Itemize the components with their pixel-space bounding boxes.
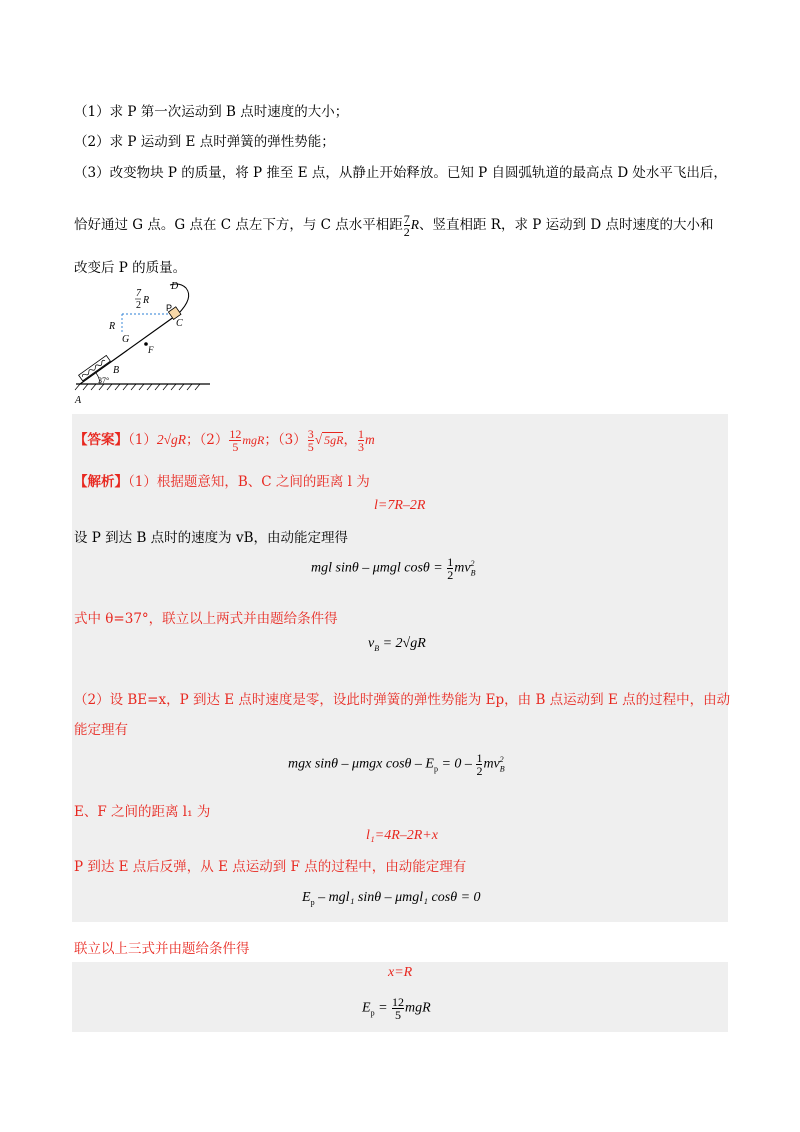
equation-4-right: mv [483,756,500,772]
physics-figure [70,278,220,408]
answer-4-num: 1 [357,427,364,441]
equation-4-num: 1 [476,751,483,765]
equation-2-right: mv [454,560,471,576]
label-a: A [75,395,82,406]
label-angle: 37° [98,376,110,385]
question-3-line-2-b: 、竖直相距 R，求 P 运动到 D 点时速度的大小和 [419,217,714,233]
answer-4-den: 3 [357,440,364,454]
analysis-step-3: 式中 θ=37°，联立以上两式并由题给条件得 [74,611,338,627]
equation-8-den: 5 [392,1008,404,1021]
equation-3-left: v [368,636,375,651]
frac-num: 7 [403,212,410,226]
incline-track [80,314,178,384]
analysis-step-4b: 能定理有 [74,722,128,738]
label-r-top: R [143,295,150,306]
analysis-tag: 【解析】 [74,474,128,490]
equation-6-left: E [302,890,311,905]
equation-2-num: 1 [447,555,454,569]
equation-8-mid: = [374,1000,388,1016]
answer-part-3-label: ；（3） [264,432,307,448]
label-f: F [148,345,154,355]
equation-7: x=R [388,965,413,980]
answer-4-tail: m [364,432,375,447]
equation-1: l=7R–2R [374,498,426,513]
equation-8: $E_p$ = $\frac{12}{5}$ mgR [362,995,431,1022]
answer-3-radicand: 5gR [324,433,344,447]
answer-part-2-label: ；（2） [186,432,229,448]
equation-8-right: mgR [405,1000,431,1016]
answer-3-num: 3 [307,427,314,441]
equation-3-right: = 2√gR [379,636,426,651]
label-c: C [176,318,183,329]
answer-line: 【答案】（1）2√gR；（2） $\frac{12}{5}$ mgR；（3） $\frac{3}{5}$ √ 5gR， $\frac{1}{3}$ m [74,427,375,454]
label-p: P [166,303,173,313]
analysis-step-4: （2）设 BE=x，P 到达 E 点时速度是零，设此时弹簧的弹性势能为 Ep，由 B 点运动到 E 点的过程中，由动 [74,692,731,708]
label-r-side: R [109,321,116,332]
question-3-line-3: 改变后 P 的质量。 [74,260,187,276]
equation-6: $E_p - mgl_1$ sinθ – μmgl₁ cosθ = 0 [302,890,481,907]
analysis-intro [74,470,370,490]
analysis-step-6: P 到达 E 点后反弹，从 E 点运动到 F 点的过程中，由动能定理有 [74,859,467,875]
equation-6-right: – mgl₁ sinθ – μmgl₁ cosθ = 0 [314,890,481,905]
equation-2-left: mgl sinθ – μmgl cosθ = [311,560,443,576]
label-b: B [113,365,120,376]
equation-4-left: mgx sinθ – μmgx cosθ – E [288,756,434,772]
label-d: D [171,281,179,292]
question-2: （2）求 P 运动到 E 点时弹簧的弹性势能； [74,134,335,150]
analysis-step-7: 联立以上三式并由题给条件得 [74,941,250,957]
question-3-line-2-a: 恰好通过 G 点。G 点在 C 点左下方，与 C 点水平相距 [74,217,403,233]
equation-4-den: 2 [476,764,483,778]
frac-var: R [410,217,420,232]
equation-4: mgx sinθ – μmgx $\cos\theta - E_p = 0$ – $\frac{1}{2}$ $mv_B^2$ [288,751,505,778]
equation-8-left: E [362,1000,371,1016]
answer-tag: 【答案】 [74,432,128,448]
question-1: （1）求 P 第一次运动到 B 点时速度的大小； [74,104,349,120]
frac-den: 2 [403,225,410,239]
answer-2-tail: mgR [242,433,265,447]
label-den: 2 [136,300,141,311]
answer-2-den: 5 [229,440,241,453]
equation-2-den: 2 [447,568,454,582]
question-3-line-2 [74,213,714,238]
equation-2: mgl sinθ – μmgl cosθ = $\frac{1}{2}$ $mv_B^2$ [311,555,476,582]
equation-4-mid: = 0 – [437,756,472,772]
equation-3: $v_B = 2√gR$ [368,636,426,653]
answer-2-num: 12 [229,427,242,441]
equation-8-num: 12 [392,995,405,1009]
answer-part-1-label: （1） [128,432,157,448]
answer-separator: ， [343,432,357,448]
label-g: G [122,334,130,345]
answer-part-1: 2√gR [156,432,186,447]
solution-panel [72,414,731,922]
analysis-step-2: 设 P 到达 B 点时的速度为 vB，由动能定理得 [74,530,349,546]
question-3-line-1: （3）改变物块 P 的质量，将 P 推至 E 点，从静止开始释放。已知 P 自圆弧轨道的最高点 D 处水平飞出后， [74,165,727,181]
analysis-step-1: （1）根据题意知，B、C 之间的距离 l 为 [128,474,370,490]
label-7-2: 7 [136,288,141,299]
analysis-step-5: E、F 之间的距离 l₁ 为 [74,804,211,820]
equation-5: l₁=4R–2R+x [366,828,438,843]
answer-3-den: 5 [307,440,314,454]
